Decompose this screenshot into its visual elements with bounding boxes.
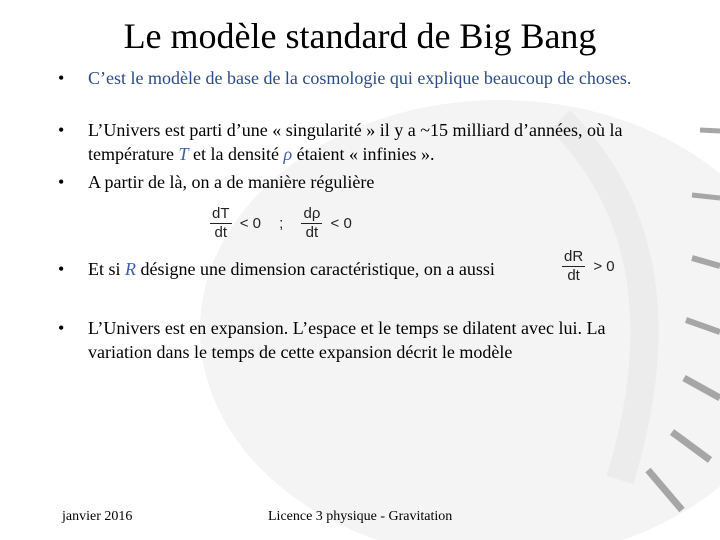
formula-separator: ;: [279, 215, 284, 232]
fraction-denominator: dt: [305, 224, 319, 241]
relation-text: < 0: [330, 215, 352, 232]
fraction-numerator: dT: [212, 205, 230, 222]
bullet-text-part: désigne une dimension caractéristique, on a aussi: [136, 259, 495, 279]
bullet-text: C’est le modèle de base de la cosmologie qui explique beaucoup de choses.: [88, 68, 632, 88]
bullet-text-part: étaient « infinies ».: [292, 144, 435, 164]
fraction-denominator: dt: [214, 224, 228, 241]
bullet-item: [58, 118, 658, 166]
bullet-item: [58, 66, 658, 90]
bullet-text-part: Et si: [88, 259, 126, 279]
decor-stroke-1: [700, 130, 720, 131]
variable-T: T: [178, 144, 189, 164]
relation-text: < 0: [239, 215, 261, 232]
bullet-marker: •: [58, 120, 65, 140]
fraction-dT-dt: [210, 205, 232, 242]
bullet-text-part: et la densité: [188, 144, 284, 164]
decor-stroke-2: [692, 195, 720, 198]
relation-text: > 0: [593, 258, 615, 275]
variable-R: R: [125, 259, 137, 279]
fraction-drho-dt: [301, 205, 322, 242]
bullet-text: [88, 118, 658, 166]
fraction-denominator: dt: [567, 267, 580, 284]
footer-date: janvier 2016: [62, 509, 133, 524]
slide-title: Le modèle standard de Big Bang: [123, 16, 597, 56]
bullet-item: [58, 170, 658, 194]
bullet-item: [58, 316, 658, 364]
bullet-marker: •: [58, 259, 65, 279]
fraction-numerator: dρ: [303, 205, 321, 222]
fraction-dR-dt: [562, 248, 585, 285]
formula-derivatives: [210, 205, 352, 242]
bullet-marker: •: [58, 68, 65, 88]
bullet-marker: •: [58, 172, 65, 192]
bullet-text: A partir de là, on a de manière régulière: [88, 172, 375, 192]
formula-dR-dt: [562, 248, 615, 285]
footer-course: Licence 3 physique - Gravitation: [268, 509, 453, 524]
variable-rho: ρ: [283, 144, 293, 164]
bullet-marker: •: [58, 318, 65, 338]
bullet-text: L’Univers est en expansion. L’espace et le temps se dilatent avec lui. La variation dans le temps de cette expansion décrit le modèle: [88, 318, 606, 362]
bullet-text-part: L’Univers est parti d’une « singularité » il y a ~15 milliard d’années, où la température: [88, 120, 623, 164]
fraction-numerator: dR: [564, 248, 584, 265]
